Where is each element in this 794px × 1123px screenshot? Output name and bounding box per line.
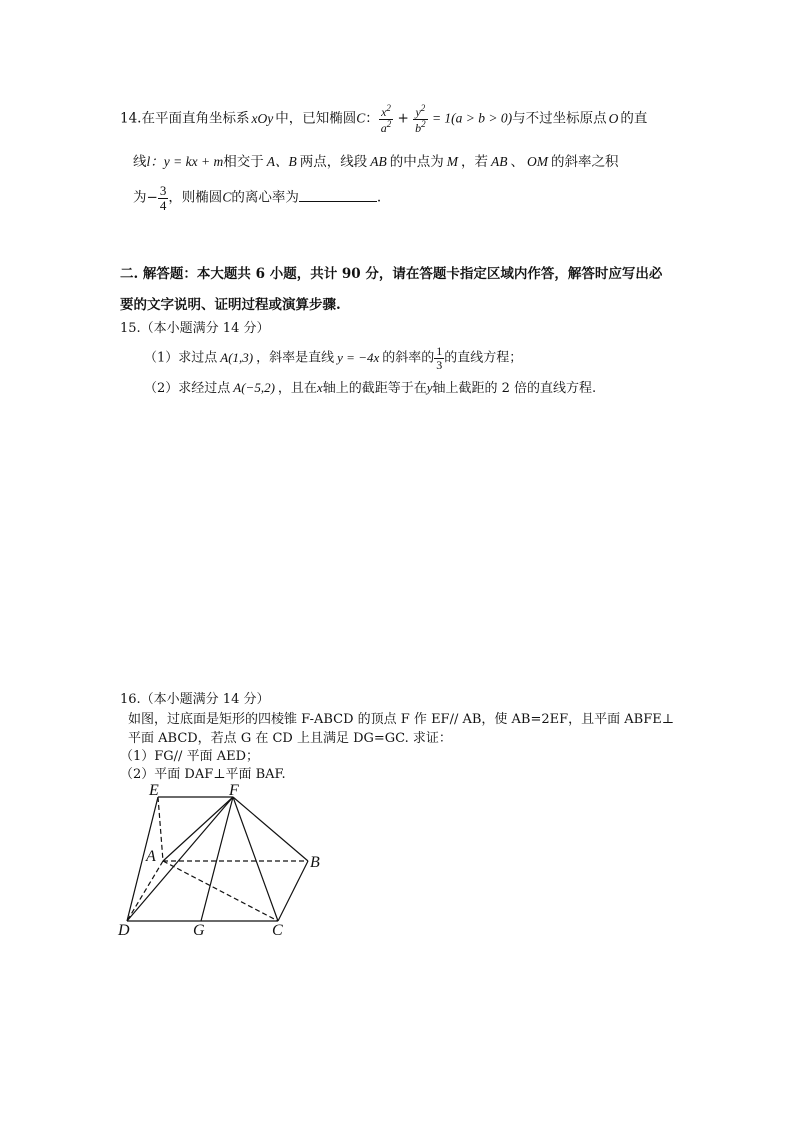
q14-text: 14.在平面直角坐标系 xyxy=(120,110,250,127)
q15-text: （2）求经过点 xyxy=(144,381,231,396)
edge-EA xyxy=(158,797,163,861)
q14-text: ，则椭圆 xyxy=(168,189,223,206)
q15-part-2 xyxy=(144,377,596,396)
q15-text: （1）求过点 xyxy=(144,350,218,366)
vertex-label-E: E xyxy=(149,782,159,799)
section-2-line-1: 二. 解答题：本大题共 6 小题，共计 90 分，请在答题卡指定区域内作答，解答时应写出必 xyxy=(120,266,663,282)
vertex-label-A: A xyxy=(146,848,156,865)
q14-text: 的离心率为 xyxy=(231,189,299,206)
q14-coord-system: xOy xyxy=(251,110,274,126)
q14-text: 为 xyxy=(133,189,147,206)
edge-AF xyxy=(163,797,233,861)
q14-text: 中，已知椭圆 xyxy=(275,110,357,127)
edge-AC xyxy=(163,861,278,921)
q15-header: 15.（本小题满分 14 分） xyxy=(120,321,270,336)
q14-line-eq: l：y = kx + m xyxy=(146,154,224,169)
q14-frac-x: $\frac{x^2}{a^2}$ xyxy=(380,103,392,135)
q14-points: A、B xyxy=(266,154,297,169)
q15-point: A(−5,2) xyxy=(233,380,275,395)
q14-answer-blank[interactable] xyxy=(299,189,377,202)
q14-ellipse-name: C xyxy=(222,189,232,205)
q15-text: 轴上截距的 2 倍的直线方程. xyxy=(432,381,597,396)
q15-point: A(1,3) xyxy=(220,349,254,365)
q15-text: ，且在 xyxy=(277,381,317,396)
vertex-label-C: C xyxy=(272,922,283,939)
q14-text: 的斜率之积 xyxy=(550,154,619,170)
q14-ellipse-eq: = 1(a > b > 0) xyxy=(431,110,513,126)
q16-figure xyxy=(110,780,340,940)
q15-line-eq: y = −4x xyxy=(337,349,380,365)
q14-line-1: 14.在平面直角坐标系 xOy 中，已知椭圆C： $\frac{x^2}{a^2}$ + $\frac{y^2}{b^2}$ = 1(a > b > 0)与不过坐标原点 O 的直 xyxy=(120,103,648,135)
vertex-label-G: G xyxy=(193,922,205,939)
q16-line-3: （1）FG// 平面 AED； xyxy=(120,749,260,764)
q15-x-axis: x xyxy=(316,380,323,395)
q14-frac-slope: $\frac{3}{4}$ xyxy=(159,183,167,213)
q15-text: 的斜率的 xyxy=(382,350,435,366)
vertex-label-F: F xyxy=(229,782,239,799)
q15-text: 的直线方程； xyxy=(444,350,523,366)
edge-AD xyxy=(127,861,163,921)
q14-origin: O xyxy=(608,110,619,126)
q14-ellipse-name: C xyxy=(356,110,366,126)
q15-text: ，斜率是直线 xyxy=(256,350,335,366)
q14-line-3 xyxy=(133,184,381,212)
q15-text: 轴上的截距等于在 xyxy=(322,381,427,396)
vertex-label-B: B xyxy=(310,854,320,871)
q14-midpoint: M xyxy=(446,154,458,169)
q14-text: 相交于 xyxy=(223,154,264,170)
q14-text: 的中点为 xyxy=(389,154,444,170)
q14-text: ，若 xyxy=(460,154,488,170)
q16-line-4: （2）平面 DAF⊥平面 BAF. xyxy=(120,767,286,782)
q14-line-2 xyxy=(133,150,618,170)
q15-y-axis: y xyxy=(426,380,433,395)
q14-segment: AB xyxy=(490,154,508,169)
q15-part-1 xyxy=(144,345,522,371)
q16-line-1: 如图，过底面是矩形的四棱锥 F-ABCD 的顶点 F 作 EF// AB，使 AB=2EF，且平面 ABFE⊥ xyxy=(128,712,674,727)
q14-text: 与不过坐标原点 xyxy=(512,110,607,127)
q14-frac-y: $\frac{y^2}{b^2}$ xyxy=(415,103,426,135)
q14-text: . xyxy=(376,189,382,206)
q14-text: 两点，线段 xyxy=(299,154,368,170)
section-2-line-2: 要的文字说明、证明过程或演算步骤. xyxy=(120,297,341,313)
edge-CB xyxy=(278,861,308,921)
vertex-label-D: D xyxy=(118,922,130,939)
q14-segment-om: OM xyxy=(526,154,548,169)
q14-text: 线 xyxy=(133,154,147,170)
q14-text: 、 xyxy=(510,154,524,170)
q14-text: 的直 xyxy=(620,110,648,127)
q15-frac: $\frac{1}{3}$ xyxy=(436,344,443,372)
q16-line-2: 平面 ABCD，若点 G 在 CD 上且满足 DG=GC. 求证： xyxy=(128,731,452,746)
q14-segment: AB xyxy=(370,154,387,169)
q14-minus: − xyxy=(146,189,158,206)
q16-header: 16.（本小题满分 14 分） xyxy=(120,692,270,707)
